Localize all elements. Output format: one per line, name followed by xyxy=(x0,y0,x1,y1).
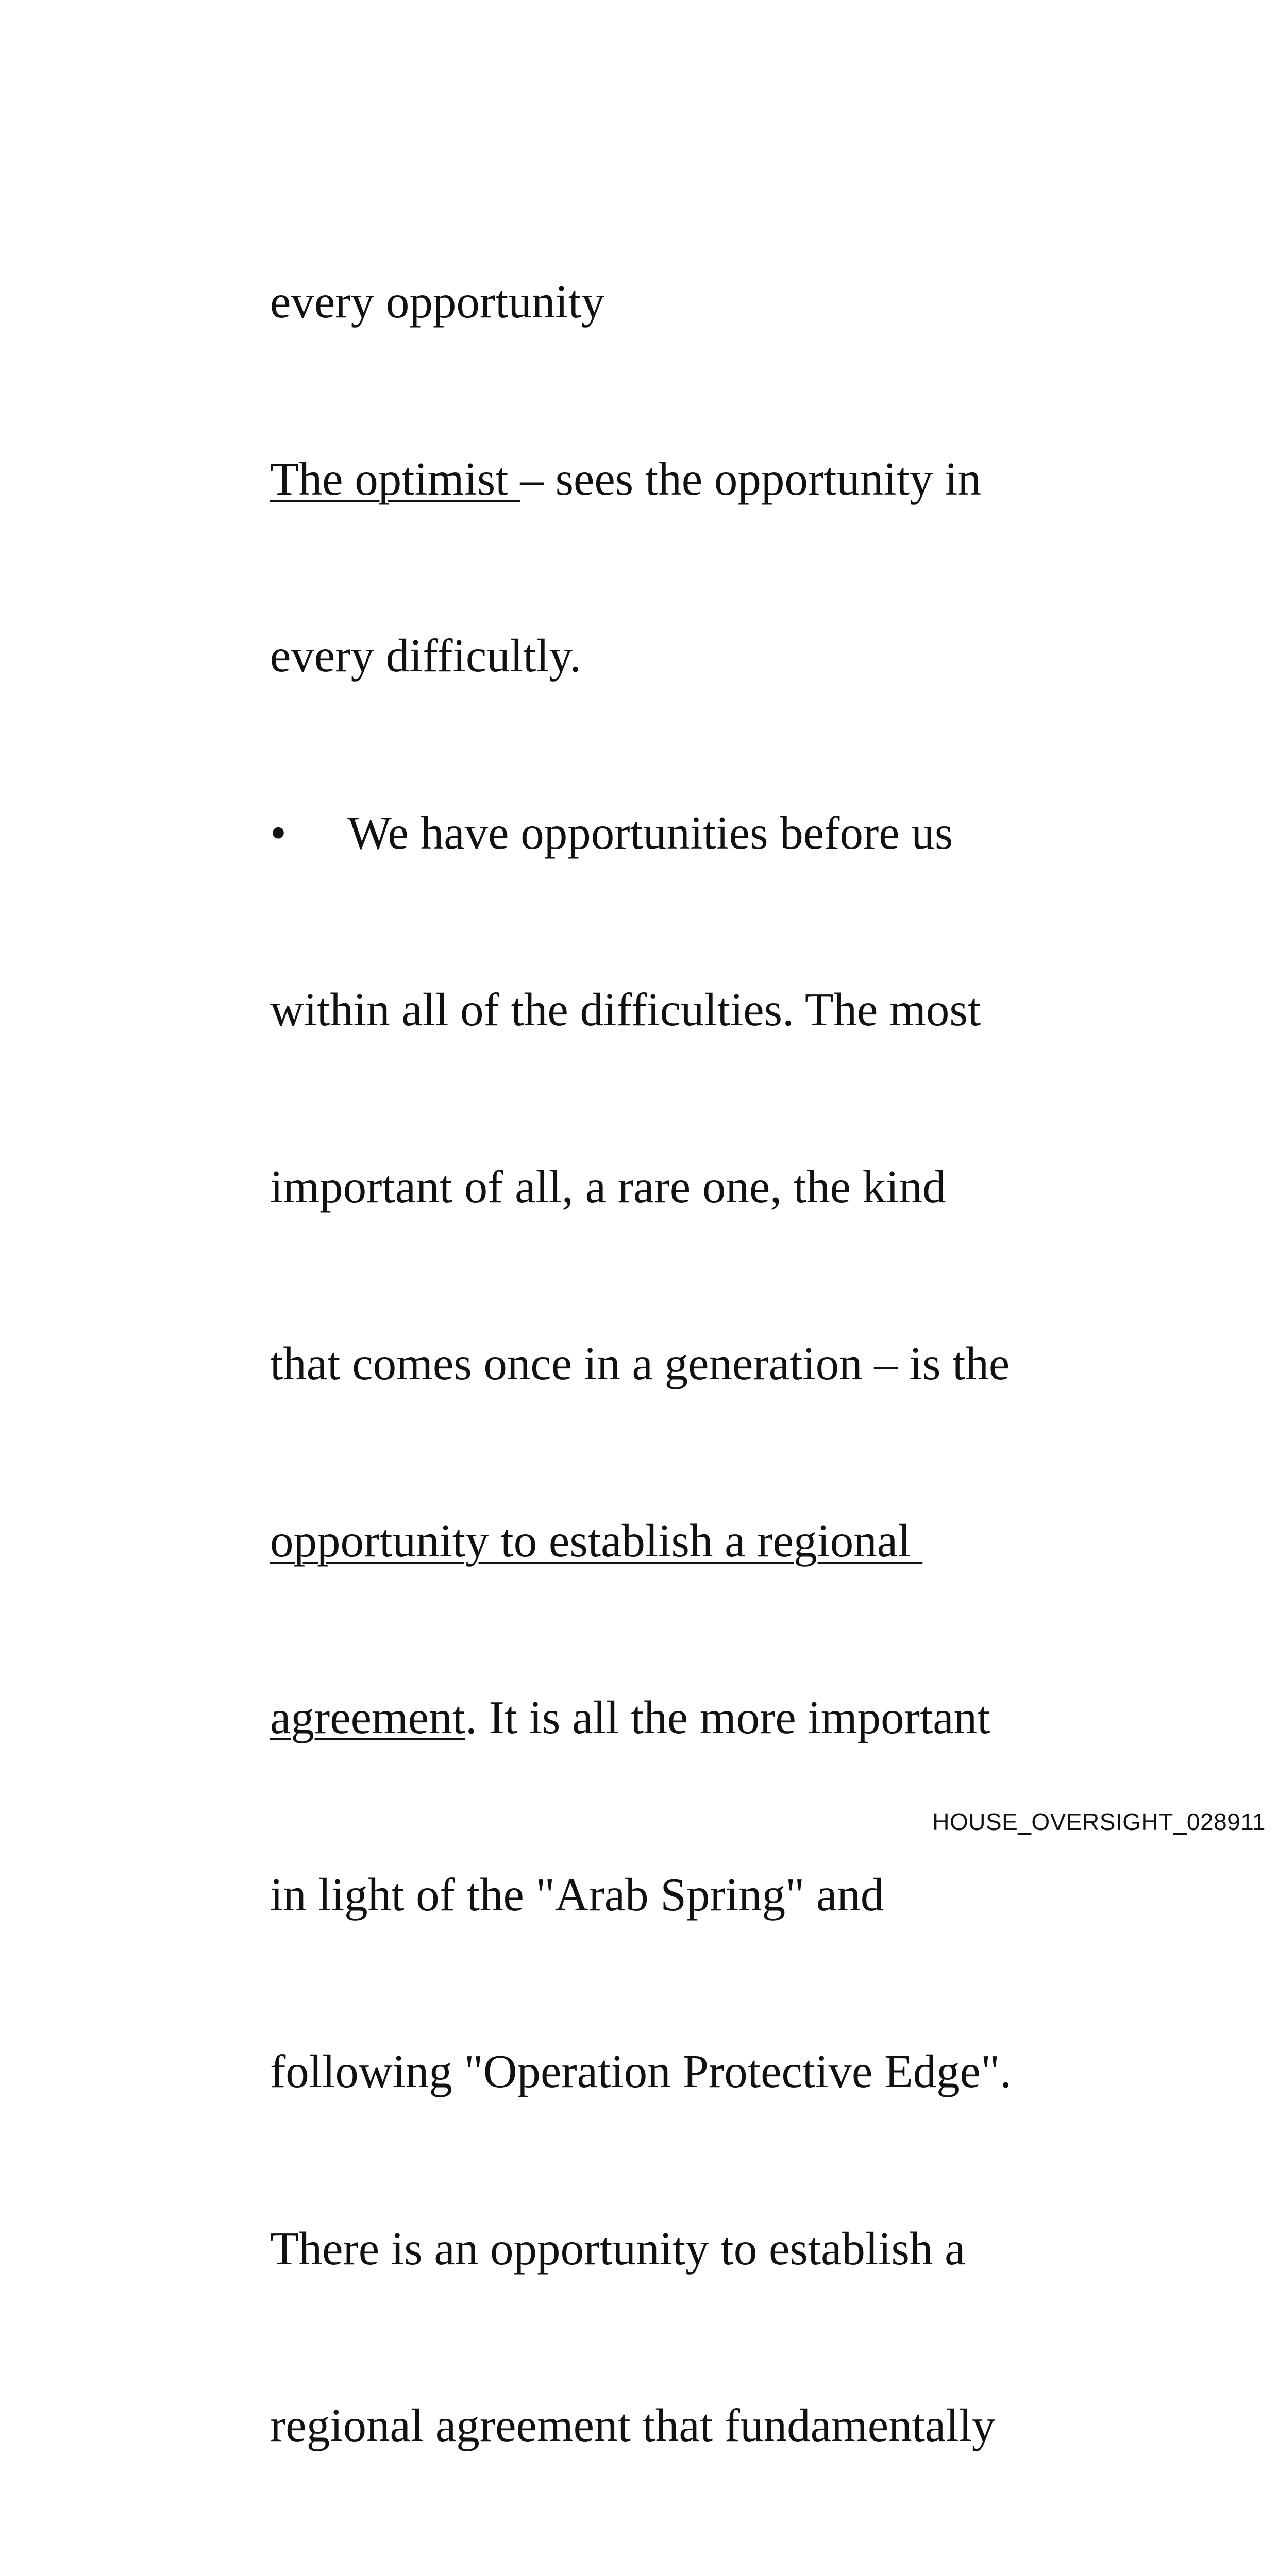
text-line xyxy=(270,2573,1146,2576)
line-remainder: – sees the opportunity in xyxy=(520,453,981,505)
text-line: every opportunity xyxy=(270,273,1146,332)
document-id-stamp: HOUSE_OVERSIGHT_028911 xyxy=(932,1808,1266,1836)
text-line xyxy=(270,1688,1146,1748)
text-line: important of all, a rare one, the kind xyxy=(270,1158,1146,1217)
underlined-phrase: agreement xyxy=(270,1691,465,1743)
underlined-phrase: The optimist xyxy=(270,453,520,505)
text-line xyxy=(270,1512,1146,1571)
text-line xyxy=(270,450,1146,509)
text-line: There is an opportunity to establish a xyxy=(270,2219,1146,2279)
text-line: in light of the "Arab Spring" and xyxy=(270,1866,1146,1925)
text-line: within all of the difficulties. The most xyxy=(270,980,1146,1040)
line-remainder: . It is all the more important xyxy=(465,1691,990,1743)
text-line: that comes once in a generation – is the xyxy=(270,1334,1146,1394)
document-body xyxy=(270,155,1146,2576)
line-remainder: We have opportunities before us xyxy=(347,807,953,859)
bullet-marker: • xyxy=(270,804,347,863)
underlined-phrase: opportunity to establish a regional xyxy=(270,1515,922,1567)
text-line: every difficultly. xyxy=(270,626,1146,686)
bullet-line xyxy=(270,804,1146,863)
text-line: regional agreement that fundamentally xyxy=(270,2396,1146,2455)
text-line: following "Operation Protective Edge". xyxy=(270,2042,1146,2102)
